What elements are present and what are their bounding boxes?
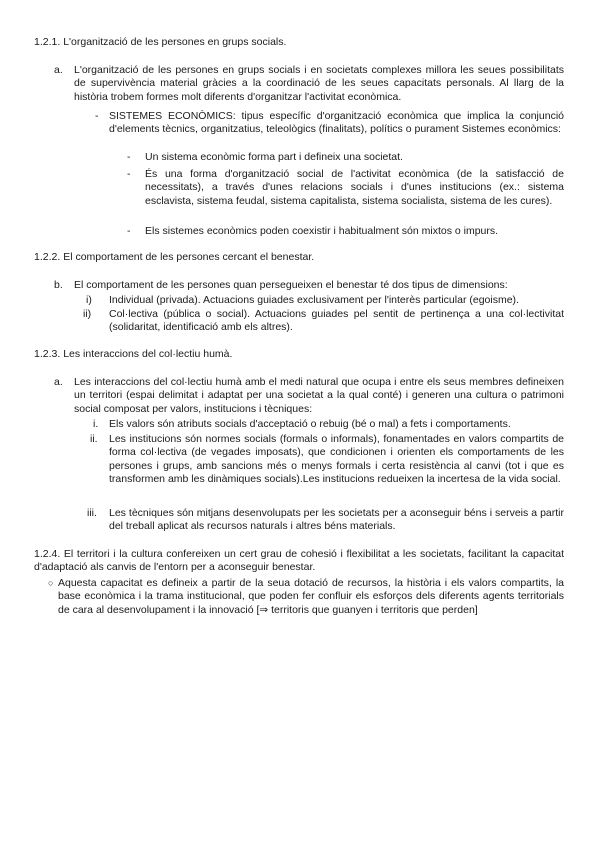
dash-marker: - [95,110,99,122]
list-item: Els sistemes econòmics poden coexistir i habitualment són mixtos o impurs. [145,225,499,237]
dash-marker: - [127,168,131,180]
paragraph-territori-cultura: 1.2.4. El territori i la cultura confereixen un cert grau de cohesió i flexibilitat a les societats, facilitant la capacitat d'adaptació als canvis de l'entorn per a aconseguir benestar. [34,548,564,574]
roman-marker: ii) [83,308,92,320]
list-item: Les institucions són normes socials (formals o informals), fonamentades en valors compartits de forma col·lectiva (de vegades imposats), que condicionen i orienten els comportaments de les persones i grups, amb sancions més o menys formals i certa resistència al canvi (tot i que es transformen amb les dinàmiques socials).Les institucions redueixen la incertesa de la vida social. [109,433,564,485]
circle-bullet-icon: ○ [48,578,54,588]
section-heading-1-2-3: 1.2.3. Les interaccions del col·lectiu humà. [34,348,233,360]
paragraph-interaccions: Les interaccions del col·lectiu humà amb el medi natural que ocupa i entre els seus membres defineixen un territori (espai delimitat i adaptat per una societat a la qual conté) i generen una cultura o patrimoni social composat per valors, institucions i tècniques: [74,376,564,415]
paragraph-capacitat: Aquesta capacitat es defineix a partir de la seua dotació de recursos, la història i els valors compartits, la base econòmica i la trama institucional, que poden fer confluir els esforços dels diferents agents territorials de cara al desenvolupament i la innovació [⇒ territoris que guanyen i territoris que perden] [58,577,564,616]
paragraph-sistemes-economics: SISTEMES ECONÒMICS: tipus específic d'organització econòmica que implica la conjunció d'elements tècnics, organitzatius, teleològics (finalitats), polítics o purament Sistemes econòmics: [109,110,564,136]
list-item: Un sistema econòmic forma part i defineix una societat. [145,151,403,163]
roman-marker: i) [86,294,92,306]
section-heading-1-2-2: 1.2.2. El comportament de les persones cercant el benestar. [34,251,315,263]
list-marker-a: a. [54,376,63,388]
paragraph-comportament: El comportament de les persones quan persegueixen el benestar té dos tipus de dimensions: [74,279,508,291]
list-item: Individual (privada). Actuacions guiades exclusivament per l'interès particular (egoisme). [109,294,519,306]
list-marker-a: a. [54,64,63,76]
list-item: Les tècniques són mitjans desenvolupats per les societats per a aconseguir béns i serveis a partir del treball aplicat als recursos naturals i altres béns materials. [109,507,564,533]
section-heading-1-2-1: 1.2.1. L'organització de les persones en grups socials. [34,36,287,48]
roman-marker: iii. [87,507,97,519]
dash-marker: - [127,225,131,237]
list-item: Els valors són atributs socials d'acceptació o rebuig (bé o mal) a fets i comportaments. [109,418,511,430]
paragraph-organitzacio: L'organització de les persones en grups socials i en societats complexes millora les seues possibilitats de supervivència material gràcies a la coordinació de les seues capacitats personals. Al llarg de la història trobem formes molt diferents d'organitzar l'activitat econòmica. [74,64,564,103]
list-item: És una forma d'organització social de l'activitat econòmica (de la satisfacció de necessitats), a través d'unes relacions socials i d'unes institucions (ex.: sistema esclavista, sistema feudal, sistema capitalista, sistema socialista, sistema de les cures). [145,168,564,207]
dash-marker: - [127,151,131,163]
roman-marker: ii. [90,433,98,445]
roman-marker: i. [93,418,99,430]
list-item: Col·lectiva (pública o social). Actuacions guiades pel sentit de pertinença a una col·lectivitat (solidaritat, identificació amb els altres). [109,308,564,334]
list-marker-b: b. [54,279,63,291]
